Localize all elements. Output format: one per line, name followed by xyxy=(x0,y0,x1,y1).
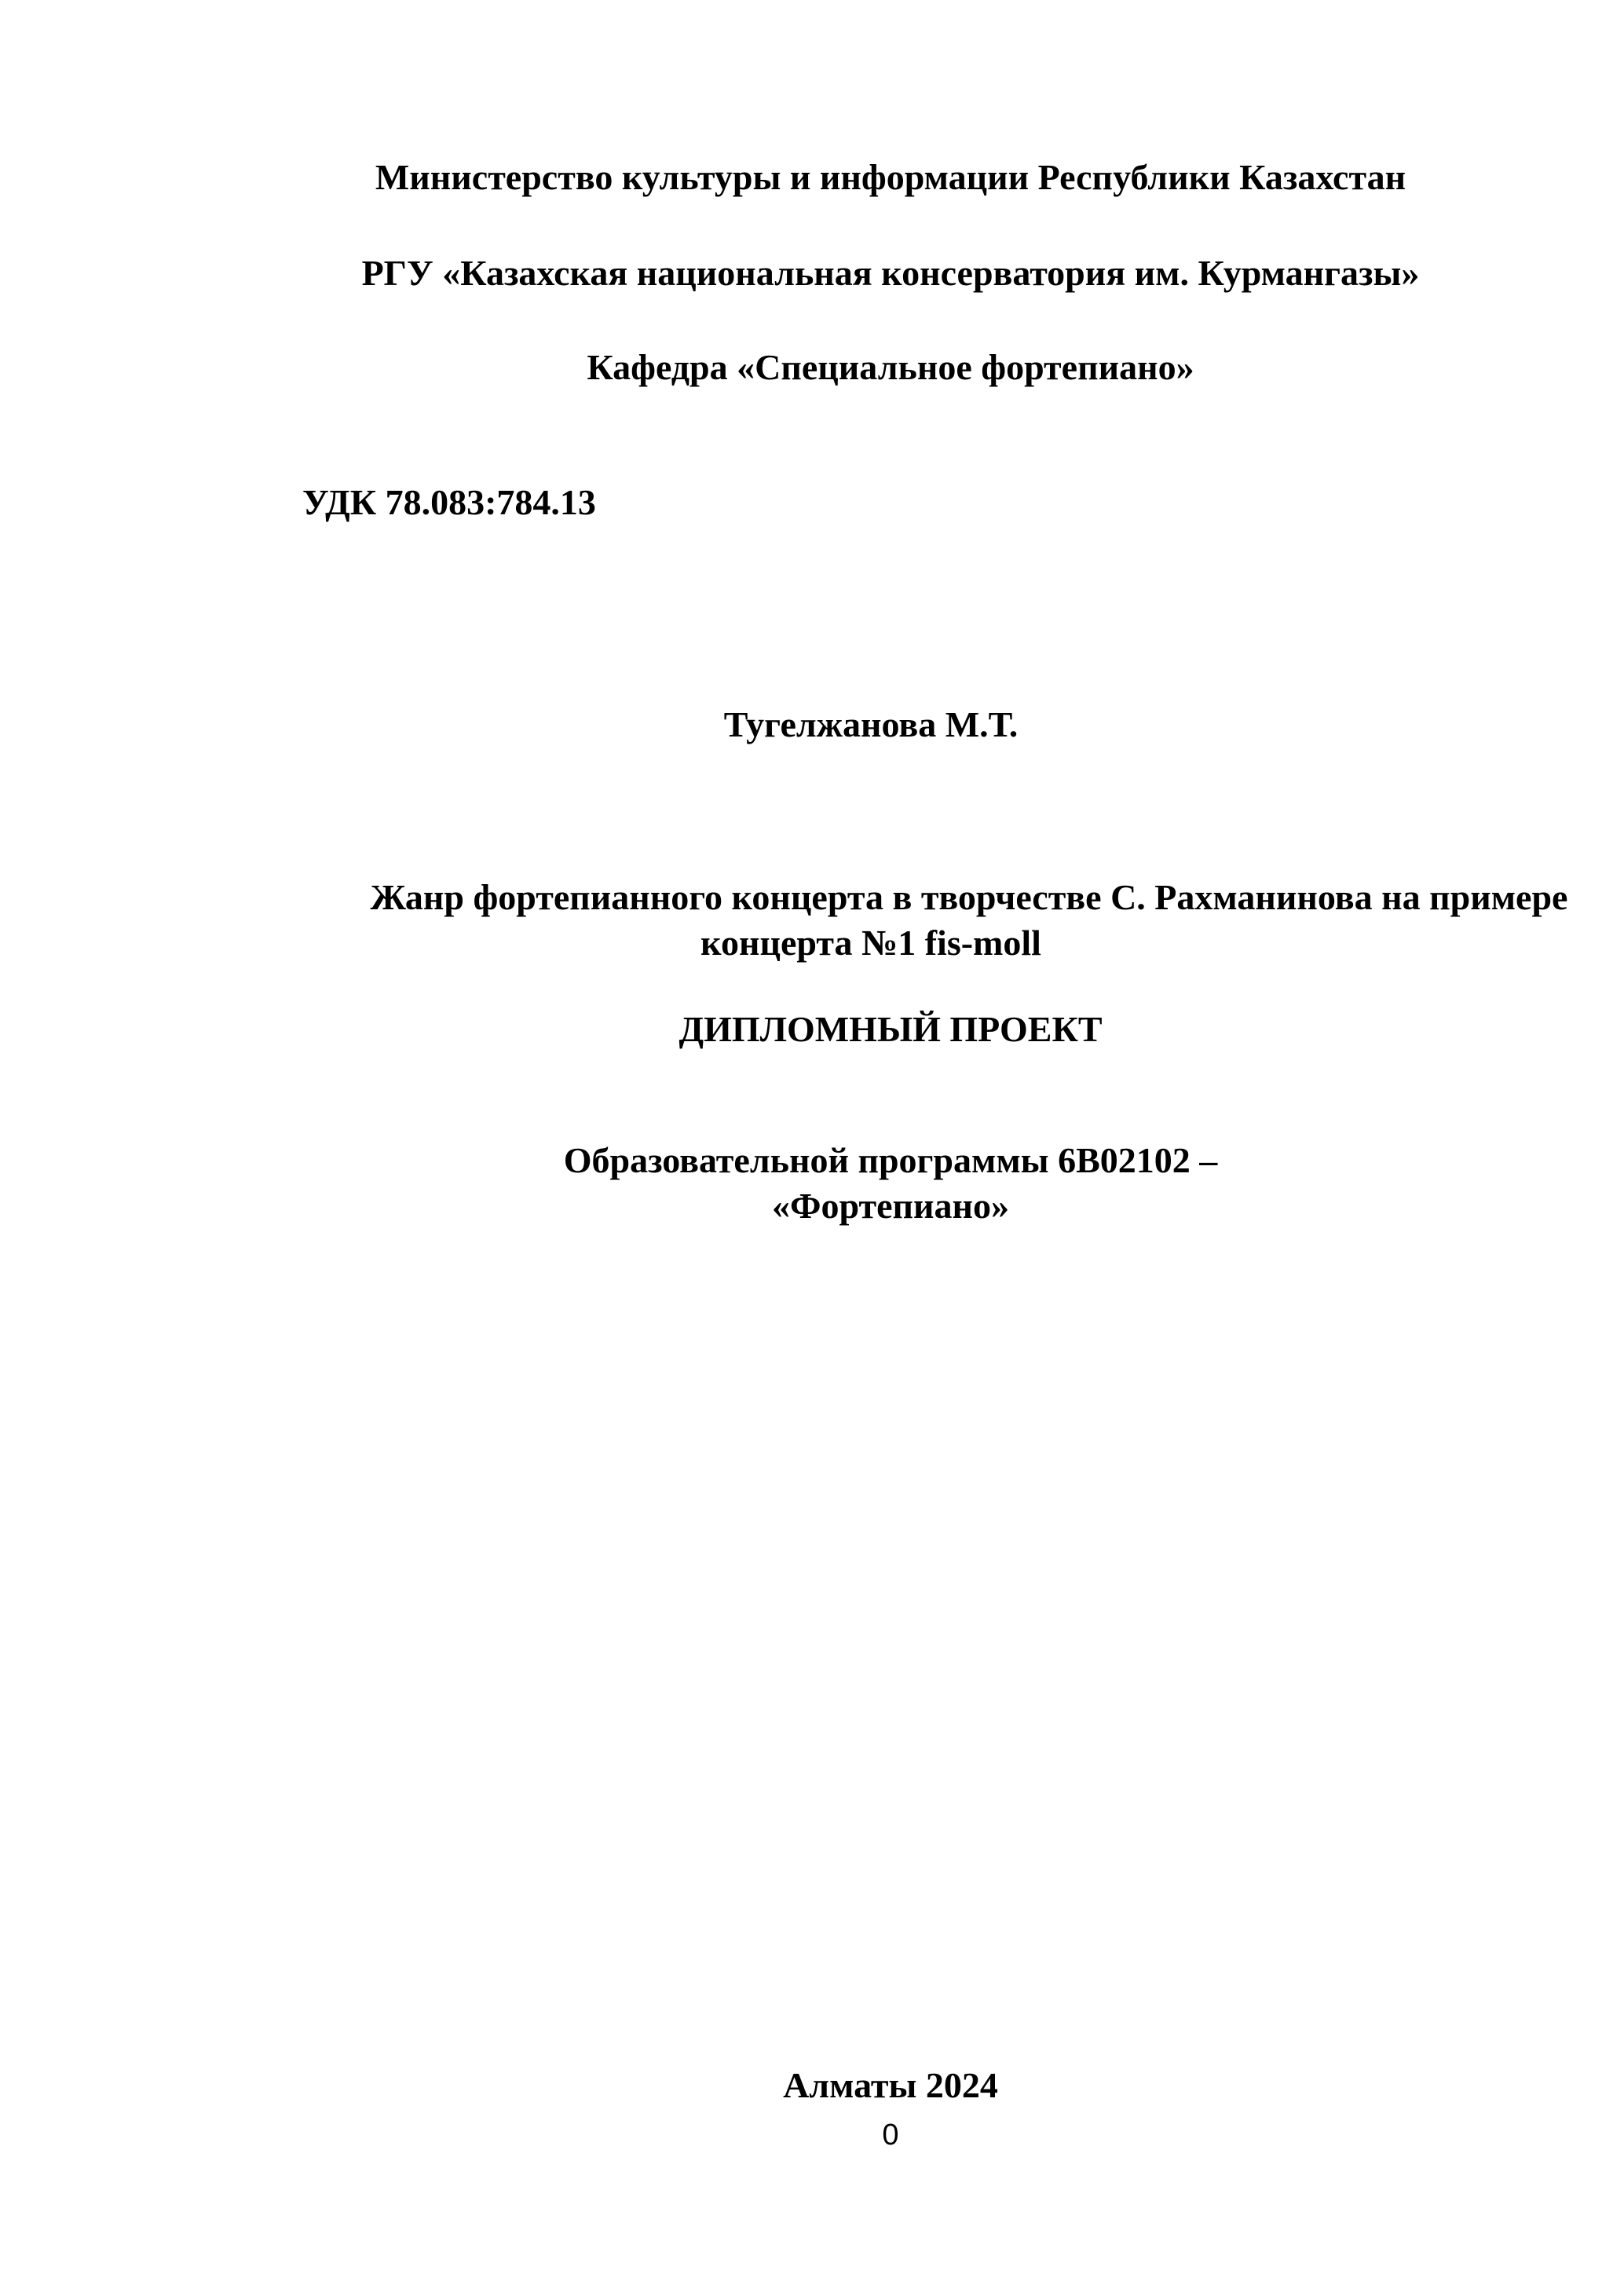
program-line-2: «Фортепиано» xyxy=(771,1186,1009,1226)
document-title-line-1: Жанр фортепианного концерта в творчестве С. Рахманинова на примере xyxy=(370,877,1568,917)
ministry-heading: Министерство культуры и информации Республики Казахстан xyxy=(375,157,1406,197)
city-year: Алматы 2024 xyxy=(783,2065,998,2105)
document-title-line-2: концерта №1 fis-moll xyxy=(700,923,1041,963)
udk-code: УДК 78.083:784.13 xyxy=(302,482,596,522)
organization-heading: РГУ «Казахская национальная консерватория им. Курмангазы» xyxy=(361,253,1420,293)
author-name: Тугелжанова М.Т. xyxy=(723,704,1019,744)
document-type: ДИПЛОМНЫЙ ПРОЕКТ xyxy=(678,1009,1103,1049)
department-heading: Кафедра «Специальное фортепиано» xyxy=(587,347,1194,387)
program-line-1: Образовательной программы 6В02102 – xyxy=(563,1140,1218,1180)
page-number: 0 xyxy=(882,2119,899,2152)
